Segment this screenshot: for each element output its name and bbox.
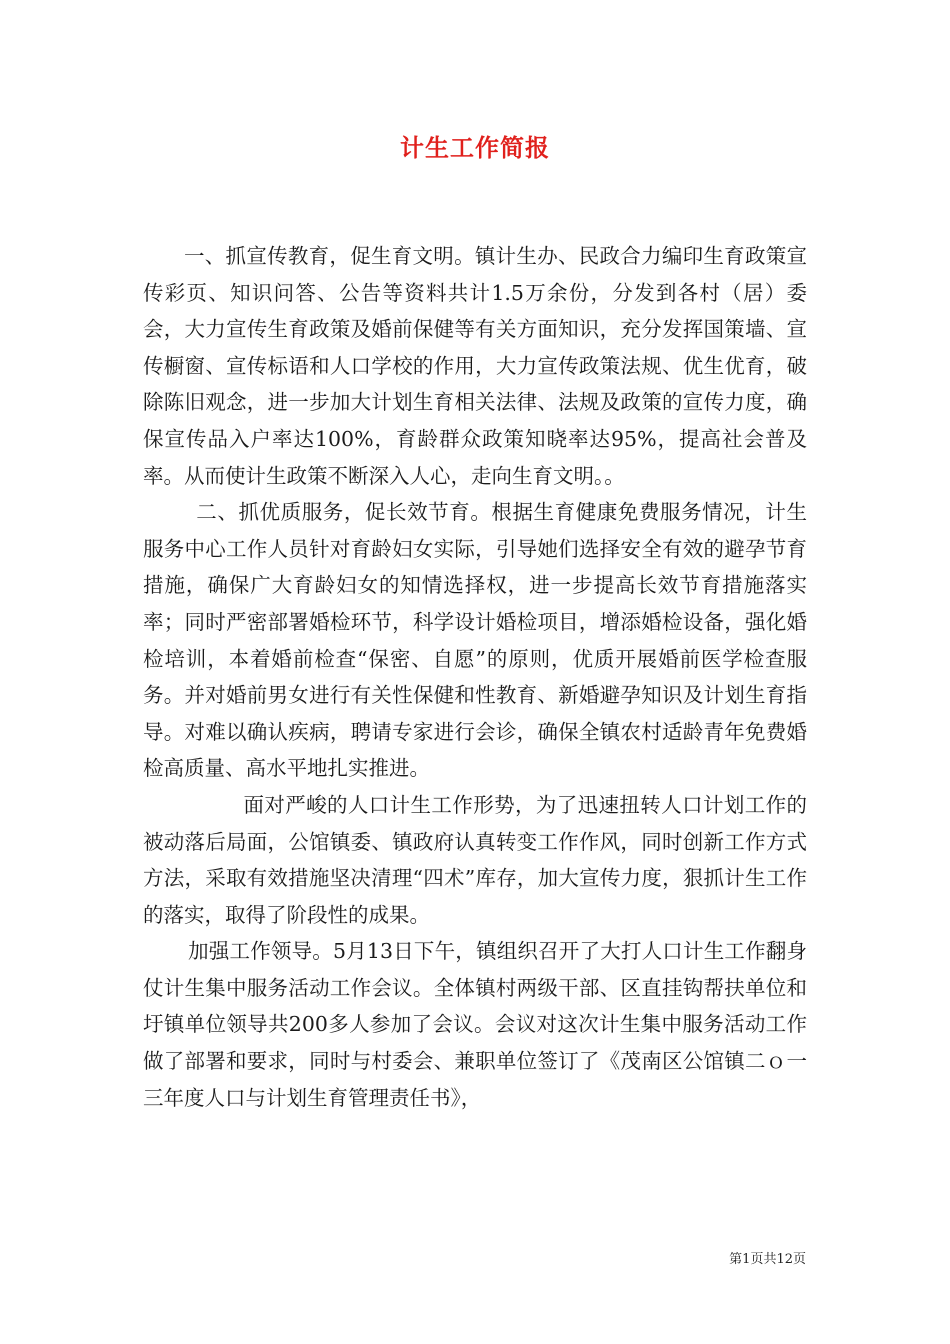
document-title: 计生工作简报 — [400, 133, 550, 162]
document-body — [143, 238, 807, 1116]
paragraph-situation: 面对严峻的人口计生工作形势，为了迅速扭转人口计划工作的被动落后局面，公馆镇委、镇政府认真转变工作作风，同时创新工作方式方法，采取有效措施坚决清理“四术”库存，加大宣传力度，狠抓计生工作的落实，取得了阶段性的成果。 — [143, 792, 807, 927]
page-number-footer: 第1页共12页 — [729, 1252, 806, 1267]
paragraph-leadership: 加强工作领导。5月13日下午，镇组织召开了大打人口计生工作翻身仗计生集中服务活动工作会议。全体镇村两级干部、区直挂钩帮扶单位和圩镇单位领导共200多人参加了会议。会议对这次计生集中服务活动工作做了部署和要求，同时与村委会、兼职单位签订了《茂南区公馆镇二ｏ一三年度人口与计划生育管理责任书》， — [143, 939, 807, 1110]
paragraph-service: 二、抓优质服务，促长效节育。根据生育健康免费服务情况，计生服务中心工作人员针对育龄妇女实际，引导她们选择安全有效的避孕节育措施，确保广大育龄妇女的知情选择权，进一步提高长效节育措施落实率；同时严密部署婚检环节，科学设计婚检项目，增添婚检设备，强化婚检培训，本着婚前检查“保密、自愿”的原则，优质开展婚前医学检查服务。并对婚前男女进行有关性保健和性教育、新婚避孕知识及计划生育指导。对难以确认疾病，聘请专家进行会诊，确保全镇农村适龄青年免费婚检高质量、高水平地扎实推进。 — [143, 500, 807, 781]
paragraph-propaganda: 一、抓宣传教育，促生育文明。镇计生办、民政合力编印生育政策宣传彩页、知识问答、公告等资料共计1.5万余份，分发到各村（居）委会，大力宣传生育政策及婚前保健等有关方面知识，充分发挥国策墙、宣传橱窗、宣传标语和人口学校的作用，大力宣传政策法规、优生优育，破除陈旧观念，进一步加大计划生育相关法律、法规及政策的宣传力度，确保宣传品入户率达100%，育龄群众政策知晓率达95%，提高社会普及率。从而使计生政策不断深入人心，走向生育文明。。 — [143, 244, 807, 488]
